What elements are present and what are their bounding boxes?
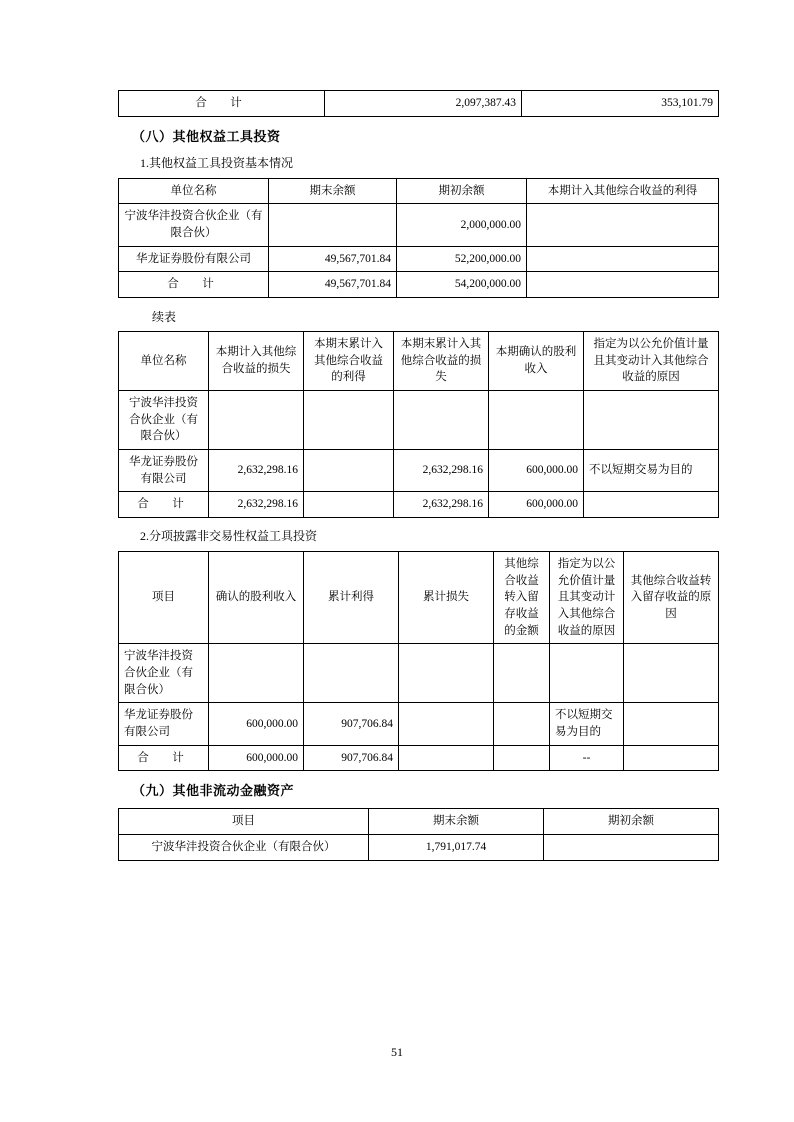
section-8-sub1: 1.其他权益工具投资基本情况: [140, 155, 294, 170]
row-beginning: 54,200,000.00: [397, 272, 527, 298]
total-value-2: 353,101.79: [522, 91, 719, 117]
col-header-ending: 期末余额: [269, 178, 397, 204]
row-oci-loss: 2,632,298.16: [209, 492, 304, 518]
table-row: [119, 745, 719, 771]
row-cum-gain: [304, 492, 394, 518]
col-header-cum-loss: 本期末累计入其他综合收益的损失: [394, 332, 489, 391]
row-name: 宁波华沣投资合伙企业（有限合伙）: [119, 204, 269, 246]
row-oci-gain: [527, 272, 719, 298]
row-name: 合 计: [119, 745, 209, 771]
table-header-row: [119, 552, 719, 644]
col-header-transfer-amount: 其他综合收益转入留存收益的金额: [494, 552, 550, 644]
row-reason-transfer: [624, 703, 719, 745]
row-ending: 1,791,017.74: [369, 835, 544, 861]
col-header-beginning: 期初余额: [544, 809, 719, 835]
table-row: [119, 391, 719, 450]
page-content: [118, 90, 718, 861]
row-oci-loss: 2,632,298.16: [209, 450, 304, 492]
table-row: [119, 272, 719, 298]
table-row: [119, 703, 719, 745]
col-header-item: 项目: [119, 552, 209, 644]
row-beginning: [544, 835, 719, 861]
row-ending: 49,567,701.84: [269, 272, 397, 298]
row-name: 合 计: [119, 492, 209, 518]
table-row: [119, 835, 719, 861]
row-reason: 不以短期交易为目的: [584, 450, 719, 492]
non-trading-equity-table: [118, 551, 719, 771]
row-cum-loss: [399, 703, 494, 745]
total-value-1: 2,097,387.43: [325, 91, 522, 117]
total-row-table: [118, 90, 719, 117]
table-header-row: [119, 332, 719, 391]
row-reason-transfer: [624, 644, 719, 703]
row-transfer-amount: [494, 745, 550, 771]
row-cum-loss: 2,632,298.16: [394, 492, 489, 518]
table-row: [119, 492, 719, 518]
col-header-reason-transfer: 其他综合收益转入留存收益的原因: [624, 552, 719, 644]
col-header-name: 单位名称: [119, 332, 209, 391]
row-cum-loss: 2,632,298.16: [394, 450, 489, 492]
col-header-beginning: 期初余额: [397, 178, 527, 204]
table-header-row: [119, 178, 719, 204]
row-cum-loss: [394, 391, 489, 450]
row-dividend: [489, 391, 584, 450]
row-dividend: 600,000.00: [489, 450, 584, 492]
col-header-dividend: 本期确认的股利收入: [489, 332, 584, 391]
row-beginning: 2,000,000.00: [397, 204, 527, 246]
col-header-reason-fv: 指定为以公允价值计量且其变动计入其他综合收益的原因: [550, 552, 624, 644]
row-dividend: 600,000.00: [489, 492, 584, 518]
row-name: 宁波华沣投资合伙企业（有限合伙）: [119, 391, 209, 450]
row-name: 宁波华沣投资合伙企业（有限合伙）: [119, 835, 369, 861]
row-reason-fv: 不以短期交易为目的: [550, 703, 624, 745]
row-oci-gain: [527, 204, 719, 246]
row-cum-loss: [399, 745, 494, 771]
row-dividend: [209, 644, 304, 703]
section-8-heading: （八）其他权益工具投资: [132, 128, 281, 144]
row-name: 华龙证券股份有限公司: [119, 450, 209, 492]
row-name: 宁波华沣投资合伙企业（有限合伙）: [119, 644, 209, 703]
row-reason-fv: [550, 644, 624, 703]
row-name: 华龙证券股份有限公司: [119, 246, 269, 272]
row-name: 合 计: [119, 272, 269, 298]
continued-table-label: 续表: [152, 310, 177, 325]
row-reason: [584, 391, 719, 450]
section-9-heading: （九）其他非流动金融资产: [132, 783, 295, 799]
row-reason: [584, 492, 719, 518]
table-header-row: [119, 809, 719, 835]
table-row: [119, 644, 719, 703]
row-ending: 49,567,701.84: [269, 246, 397, 272]
col-header-cum-loss: 累计损失: [399, 552, 494, 644]
row-cum-loss: [399, 644, 494, 703]
row-dividend: 600,000.00: [209, 703, 304, 745]
total-label: 合 计: [119, 91, 325, 117]
col-header-oci-gain: 本期计入其他综合收益的利得: [527, 178, 719, 204]
row-cum-gain: 907,706.84: [304, 745, 399, 771]
table-row: [119, 450, 719, 492]
row-reason-fv: --: [550, 745, 624, 771]
table-row: [119, 91, 719, 117]
row-cum-gain: [304, 391, 394, 450]
row-transfer-amount: [494, 703, 550, 745]
row-dividend: 600,000.00: [209, 745, 304, 771]
col-header-cum-gain: 累计利得: [304, 552, 399, 644]
col-header-item: 项目: [119, 809, 369, 835]
col-header-cum-gain: 本期末累计入其他综合收益的利得: [304, 332, 394, 391]
row-cum-gain: [304, 450, 394, 492]
other-non-current-financial-assets-table: [118, 808, 719, 860]
col-header-dividend: 确认的股利收入: [209, 552, 304, 644]
row-transfer-amount: [494, 644, 550, 703]
page-number: 51: [391, 1045, 403, 1059]
section-8-sub2: 2.分项披露非交易性权益工具投资: [140, 529, 318, 544]
row-ending: [269, 204, 397, 246]
col-header-ending: 期末余额: [369, 809, 544, 835]
row-reason-transfer: [624, 745, 719, 771]
oci-investment-continued-table: [118, 331, 719, 518]
row-oci-gain: [527, 246, 719, 272]
table-row: [119, 204, 719, 246]
row-oci-loss: [209, 391, 304, 450]
row-cum-gain: 907,706.84: [304, 703, 399, 745]
row-cum-gain: [304, 644, 399, 703]
col-header-name: 单位名称: [119, 178, 269, 204]
table-row: [119, 246, 719, 272]
row-beginning: 52,200,000.00: [397, 246, 527, 272]
row-name: 华龙证券股份有限公司: [119, 703, 209, 745]
oci-investment-basic-table: [118, 178, 719, 298]
col-header-oci-loss: 本期计入其他综合收益的损失: [209, 332, 304, 391]
col-header-reason: 指定为以公允价值计量且其变动计入其他综合收益的原因: [584, 332, 719, 391]
